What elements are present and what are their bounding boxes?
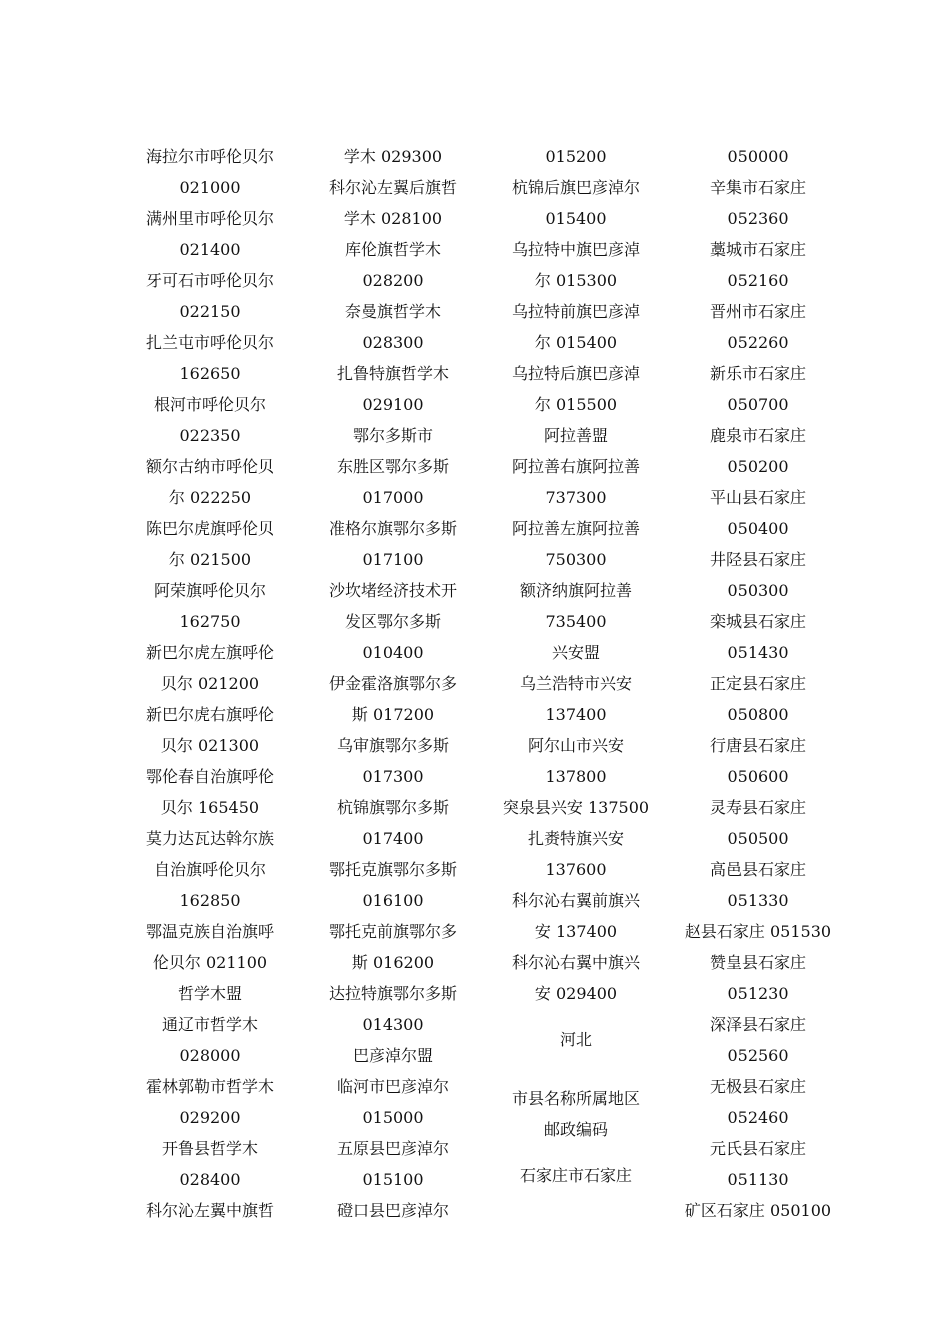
text-line: 028400 bbox=[179, 1170, 241, 1189]
text-line: 016100 bbox=[362, 891, 424, 910]
text-line: 阿拉善右旗阿拉善 bbox=[511, 457, 640, 476]
text-line: 扎赉特旗兴安 bbox=[527, 829, 624, 848]
text-column-2 bbox=[303, 141, 483, 1226]
text-line: 鄂托克旗鄂尔多斯 bbox=[328, 860, 457, 879]
text-line: 牙可石市呼伦贝尔 bbox=[145, 271, 274, 290]
text-line: 017400 bbox=[362, 829, 424, 848]
text-line: 017000 bbox=[362, 488, 424, 507]
text-line: 乌拉特前旗巴彦淖 bbox=[511, 302, 640, 321]
text-line: 050000 bbox=[727, 147, 789, 166]
text-line: 050800 bbox=[727, 705, 789, 724]
text-line: 阿拉善左旗阿拉善 bbox=[511, 519, 640, 538]
text-line: 河北 bbox=[559, 1030, 592, 1049]
text-line: 新乐市石家庄 bbox=[709, 364, 806, 383]
text-line: 乌拉特中旗巴彦淖 bbox=[511, 240, 640, 259]
text-line: 137400 bbox=[545, 705, 607, 724]
text-line: 乌审旗鄂尔多斯 bbox=[336, 736, 449, 755]
text-line: 051430 bbox=[727, 643, 789, 662]
text-line: 伦贝尔 021100 bbox=[152, 953, 268, 972]
text-line: 石家庄市石家庄 bbox=[519, 1166, 632, 1185]
text-line: 050200 bbox=[727, 457, 789, 476]
text-line: 莫力达瓦达斡尔族 bbox=[145, 829, 274, 848]
text-line: 鄂伦春自治旗呼伦 bbox=[145, 767, 274, 786]
text-line: 兴安盟 bbox=[551, 643, 600, 662]
text-line: 栾城县石家庄 bbox=[709, 612, 806, 631]
text-line: 021400 bbox=[179, 240, 241, 259]
text-line: 井陉县石家庄 bbox=[709, 550, 806, 569]
text-line: 伊金霍洛旗鄂尔多 bbox=[328, 674, 457, 693]
text-line: 元氏县石家庄 bbox=[709, 1139, 806, 1158]
text-line: 学木 029300 bbox=[343, 147, 443, 166]
text-line: 新巴尔虎右旗呼伦 bbox=[145, 705, 274, 724]
text-line: 137800 bbox=[545, 767, 607, 786]
text-line: 库伦旗哲学木 bbox=[344, 240, 441, 259]
text-line: 137600 bbox=[545, 860, 607, 879]
text-line: 晋州市石家庄 bbox=[709, 302, 806, 321]
text-line: 050600 bbox=[727, 767, 789, 786]
text-line: 正定县石家庄 bbox=[709, 674, 806, 693]
text-line: 029100 bbox=[362, 395, 424, 414]
text-line: 尔 015500 bbox=[534, 395, 618, 414]
text-line: 尔 022250 bbox=[168, 488, 252, 507]
text-line: 哲学木盟 bbox=[177, 984, 242, 1003]
text-line: 029200 bbox=[179, 1108, 241, 1127]
text-line: 无极县石家庄 bbox=[709, 1077, 806, 1096]
text-line: 010400 bbox=[362, 643, 424, 662]
text-line: 028000 bbox=[179, 1046, 241, 1065]
text-line: 自治旗呼伦贝尔 bbox=[153, 860, 266, 879]
text-line: 015400 bbox=[545, 209, 607, 228]
text-line: 斯 017200 bbox=[351, 705, 435, 724]
text-line: 扎鲁特旗哲学木 bbox=[336, 364, 449, 383]
text-line: 行唐县石家庄 bbox=[709, 736, 806, 755]
text-line: 东胜区鄂尔多斯 bbox=[336, 457, 449, 476]
text-line: 奈曼旗哲学木 bbox=[344, 302, 441, 321]
text-line: 科尔沁右翼中旗兴 bbox=[511, 953, 640, 972]
text-line: 科尔沁左翼后旗哲 bbox=[328, 178, 457, 197]
text-line: 051330 bbox=[727, 891, 789, 910]
text-line: 赵县石家庄 051530 bbox=[684, 922, 832, 941]
text-line: 尔 015300 bbox=[534, 271, 618, 290]
text-line: 开鲁县哲学木 bbox=[161, 1139, 258, 1158]
text-line: 051230 bbox=[727, 984, 789, 1003]
text-line: 737300 bbox=[545, 488, 607, 507]
text-line: 050300 bbox=[727, 581, 789, 600]
text-line: 斯 016200 bbox=[351, 953, 435, 972]
text-line: 贝尔 021300 bbox=[160, 736, 260, 755]
text-line: 磴口县巴彦淖尔 bbox=[336, 1201, 449, 1220]
text-line: 通辽市哲学木 bbox=[161, 1015, 258, 1034]
text-line: 尔 015400 bbox=[534, 333, 618, 352]
text-line: 准格尔旗鄂尔多斯 bbox=[328, 519, 457, 538]
text-line: 发区鄂尔多斯 bbox=[344, 612, 441, 631]
text-line: 邮政编码 bbox=[543, 1120, 608, 1139]
text-line: 安 137400 bbox=[534, 922, 618, 941]
text-line: 鹿泉市石家庄 bbox=[709, 426, 806, 445]
text-line: 015000 bbox=[362, 1108, 424, 1127]
text-line: 科尔沁左翼中旗哲 bbox=[145, 1201, 274, 1220]
text-line: 贝尔 165450 bbox=[160, 798, 260, 817]
text-line: 鄂托克前旗鄂尔多 bbox=[328, 922, 457, 941]
text-line: 050500 bbox=[727, 829, 789, 848]
text-line: 162850 bbox=[179, 891, 241, 910]
text-line: 额济纳旗阿拉善 bbox=[519, 581, 632, 600]
text-line: 014300 bbox=[362, 1015, 424, 1034]
text-line: 海拉尔市呼伦贝尔 bbox=[145, 147, 274, 166]
text-line: 阿尔山市兴安 bbox=[527, 736, 624, 755]
text-column-3 bbox=[486, 141, 666, 1207]
text-line: 015100 bbox=[362, 1170, 424, 1189]
text-line: 杭锦后旗巴彦淖尔 bbox=[511, 178, 640, 197]
text-line: 高邑县石家庄 bbox=[709, 860, 806, 879]
text-line: 达拉特旗鄂尔多斯 bbox=[328, 984, 457, 1003]
text-line: 乌拉特后旗巴彦淖 bbox=[511, 364, 640, 383]
text-line: 陈巴尔虎旗呼伦贝 bbox=[145, 519, 274, 538]
text-line: 根河市呼伦贝尔 bbox=[153, 395, 266, 414]
text-line: 051130 bbox=[727, 1170, 789, 1189]
text-line: 022350 bbox=[179, 426, 241, 445]
text-line: 学木 028100 bbox=[343, 209, 443, 228]
text-line: 鄂尔多斯市 bbox=[352, 426, 433, 445]
text-line: 052460 bbox=[727, 1108, 789, 1127]
text-line: 052260 bbox=[727, 333, 789, 352]
text-line: 市县名称所属地区 bbox=[511, 1089, 640, 1108]
text-line: 安 029400 bbox=[534, 984, 618, 1003]
text-line: 扎兰屯市呼伦贝尔 bbox=[145, 333, 274, 352]
text-column-1 bbox=[120, 141, 300, 1226]
text-line: 阿拉善盟 bbox=[543, 426, 608, 445]
text-line: 满州里市呼伦贝尔 bbox=[145, 209, 274, 228]
text-line: 052160 bbox=[727, 271, 789, 290]
text-line: 赞皇县石家庄 bbox=[709, 953, 806, 972]
text-line: 050400 bbox=[727, 519, 789, 538]
text-line: 藁城市石家庄 bbox=[709, 240, 806, 259]
text-line: 阿荣旗呼伦贝尔 bbox=[153, 581, 266, 600]
text-line: 新巴尔虎左旗呼伦 bbox=[145, 643, 274, 662]
text-line: 额尔古纳市呼伦贝 bbox=[145, 457, 274, 476]
text-line: 五原县巴彦淖尔 bbox=[336, 1139, 449, 1158]
text-line: 尔 021500 bbox=[168, 550, 252, 569]
text-line: 沙坎堵经济技术开 bbox=[328, 581, 457, 600]
text-line: 突泉县兴安 137500 bbox=[502, 798, 650, 817]
text-line: 022150 bbox=[179, 302, 241, 321]
text-line: 深泽县石家庄 bbox=[709, 1015, 806, 1034]
text-line: 028300 bbox=[362, 333, 424, 352]
text-line: 灵寿县石家庄 bbox=[709, 798, 806, 817]
text-line: 052560 bbox=[727, 1046, 789, 1065]
text-line: 028200 bbox=[362, 271, 424, 290]
text-line: 巴彦淖尔盟 bbox=[352, 1046, 433, 1065]
text-line: 750300 bbox=[545, 550, 607, 569]
text-line: 科尔沁右翼前旗兴 bbox=[511, 891, 640, 910]
text-line: 乌兰浩特市兴安 bbox=[519, 674, 632, 693]
text-line: 735400 bbox=[545, 612, 607, 631]
text-line: 015200 bbox=[545, 147, 607, 166]
text-line: 霍林郭勒市哲学木 bbox=[145, 1077, 274, 1096]
text-line: 021000 bbox=[179, 178, 241, 197]
text-line: 162750 bbox=[179, 612, 241, 631]
text-line: 贝尔 021200 bbox=[160, 674, 260, 693]
text-line: 017300 bbox=[362, 767, 424, 786]
text-line: 辛集市石家庄 bbox=[709, 178, 806, 197]
text-line: 052360 bbox=[727, 209, 789, 228]
text-line: 杭锦旗鄂尔多斯 bbox=[336, 798, 449, 817]
text-line: 鄂温克族自治旗呼 bbox=[145, 922, 274, 941]
text-line: 矿区石家庄 050100 bbox=[684, 1201, 832, 1220]
text-line: 临河市巴彦淖尔 bbox=[336, 1077, 449, 1096]
text-line: 162650 bbox=[179, 364, 241, 383]
text-column-4 bbox=[668, 141, 848, 1226]
text-line: 017100 bbox=[362, 550, 424, 569]
text-line: 平山县石家庄 bbox=[709, 488, 806, 507]
text-line: 050700 bbox=[727, 395, 789, 414]
